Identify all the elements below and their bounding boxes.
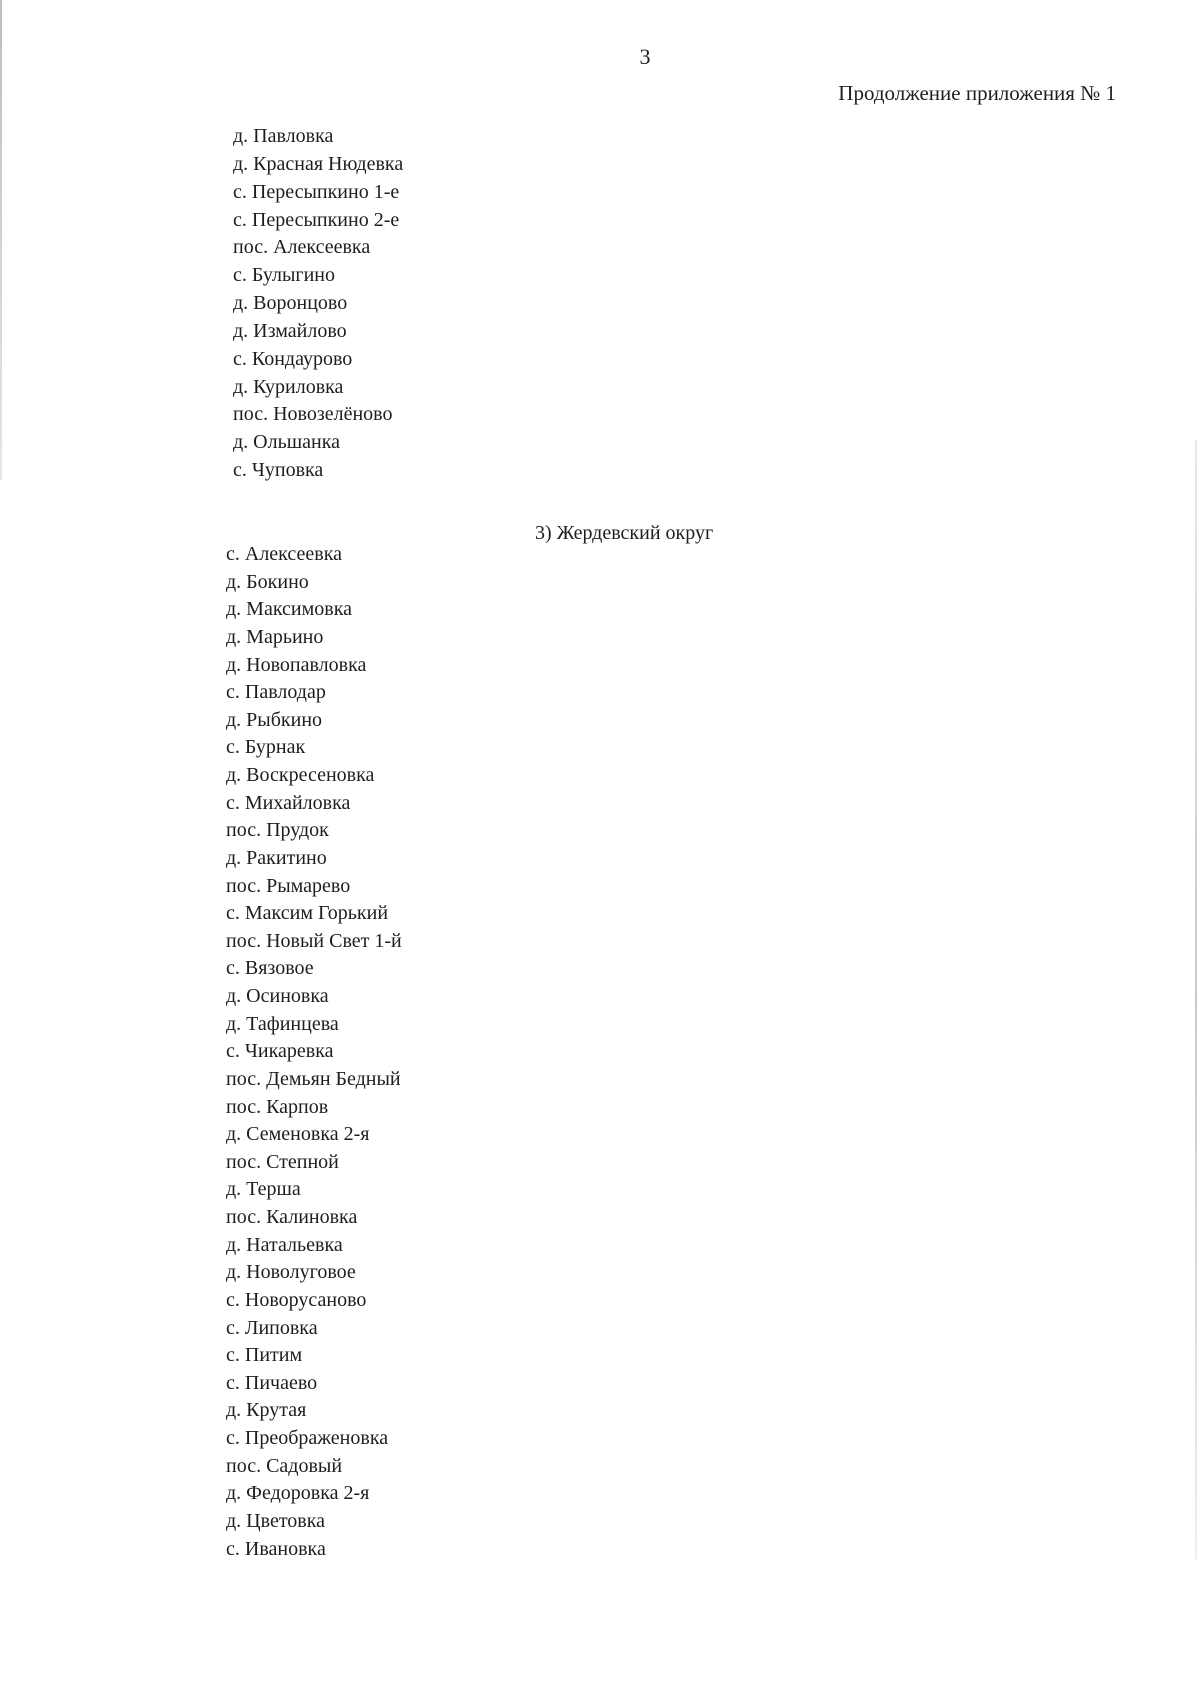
list-item: д. Рыбкино bbox=[226, 708, 323, 731]
list-item: д. Семеновка 2-я bbox=[226, 1123, 370, 1146]
list-item: пос. Алексеевка bbox=[233, 236, 371, 259]
settlement-list-continued bbox=[233, 123, 403, 485]
list-item: пос. Карпов bbox=[226, 1095, 329, 1118]
list-item: пос. Демьян Бедный bbox=[226, 1067, 401, 1090]
list-item: д. Марьино bbox=[226, 625, 324, 648]
list-item: д. Тафинцева bbox=[226, 1012, 339, 1035]
list-item: д. Красная Нюдевка bbox=[233, 152, 404, 175]
list-item: д. Максимовка bbox=[226, 598, 353, 621]
scan-edge-right bbox=[1195, 440, 1197, 1560]
list-item: д. Цветовка bbox=[226, 1509, 326, 1532]
list-item: с. Михайловка bbox=[226, 791, 351, 814]
list-item: д. Федоровка 2-я bbox=[226, 1482, 370, 1505]
list-item: пос. Прудок bbox=[226, 819, 329, 842]
list-item: д. Воскресеновка bbox=[226, 764, 375, 786]
list-item: с. Кондаурово bbox=[233, 347, 353, 370]
list-item: пос. Новый Свет 1-й bbox=[226, 929, 402, 952]
list-item: пос. Степной bbox=[226, 1150, 339, 1173]
settlement-list-zherdevsky bbox=[226, 541, 402, 1563]
list-item: с. Булыгино bbox=[233, 264, 336, 287]
list-item: с. Бурнак bbox=[226, 736, 306, 759]
list-item: с. Новорусаново bbox=[226, 1288, 367, 1311]
list-item: с. Павлодар bbox=[226, 681, 326, 704]
list-item: д. Натальевка bbox=[226, 1233, 343, 1256]
list-item: с. Пересыпкино 2-е bbox=[233, 208, 400, 231]
list-item: с. Чуповка bbox=[233, 459, 324, 482]
list-item: с. Питим bbox=[226, 1344, 303, 1367]
list-item: пос. Калиновка bbox=[226, 1206, 358, 1228]
continuation-note: Продолжение приложения № 1 bbox=[838, 81, 1116, 105]
list-item: д. Новолуговое bbox=[226, 1261, 356, 1284]
list-item: д. Ракитино bbox=[226, 846, 327, 869]
section-heading: 3) Жердевский округ bbox=[535, 522, 714, 544]
list-item: пос. Рымарево bbox=[226, 874, 351, 897]
list-item: д. Бокино bbox=[226, 570, 309, 593]
list-item: с. Пичаево bbox=[226, 1371, 318, 1394]
list-item: с. Пересыпкино 1-е bbox=[233, 180, 400, 203]
list-item: д. Куриловка bbox=[233, 375, 344, 398]
list-item: с. Максим Горький bbox=[226, 902, 389, 925]
list-item: д. Павловка bbox=[233, 125, 334, 147]
list-item: с. Липовка bbox=[226, 1316, 318, 1339]
list-item: д. Измайлово bbox=[233, 319, 347, 342]
scan-edge-left bbox=[0, 0, 2, 480]
list-item: д. Ольшанка bbox=[233, 431, 340, 454]
list-item: с. Вязовое bbox=[226, 957, 314, 980]
list-item: д. Терша bbox=[226, 1178, 301, 1201]
list-item: пос. Новозелёново bbox=[233, 403, 393, 426]
list-item: д. Новопавловка bbox=[226, 653, 367, 676]
list-item: с. Преображеновка bbox=[226, 1427, 389, 1449]
list-item: д. Осиновка bbox=[226, 985, 329, 1007]
list-item: с. Чикаревка bbox=[226, 1040, 334, 1063]
list-item: д. Воронцово bbox=[233, 292, 348, 315]
page-number: 3 bbox=[639, 44, 651, 69]
list-item: с. Алексеевка bbox=[226, 543, 343, 565]
list-item: д. Крутая bbox=[226, 1399, 307, 1422]
list-item: с. Ивановка bbox=[226, 1537, 326, 1560]
list-item: пос. Садовый bbox=[226, 1454, 343, 1477]
